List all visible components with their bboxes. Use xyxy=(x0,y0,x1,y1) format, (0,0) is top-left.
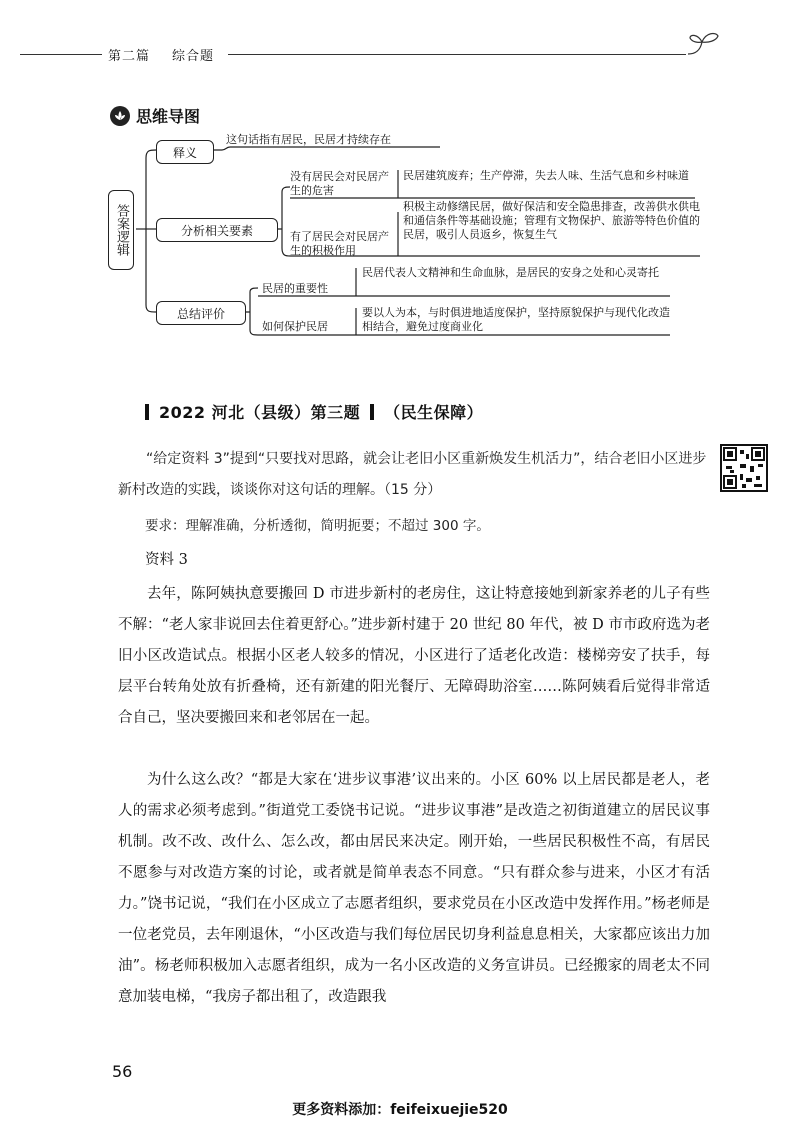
mindmap-branch-3-sub-2: 如何保护民居 xyxy=(262,320,328,333)
material-label: 资料 3 xyxy=(145,552,188,568)
footer-promo: 更多资料添加：feifeixuejie520 xyxy=(292,1102,508,1118)
header-title: 综合题 xyxy=(172,49,215,64)
mindmap-title-text: 思维导图 xyxy=(136,107,201,126)
question-text: “给定资料 3”提到“只要找对思路，就会让老旧小区重新焕发生机活力”，结合老旧小区进步新村改造的实践，谈谈你对这句话的理解。（15 分） xyxy=(118,451,707,498)
mindmap-branch-1-text: 这句话指有居民，民居才持续存在 xyxy=(226,133,391,146)
header-section: 第二篇 xyxy=(108,49,151,64)
material-paragraph-1: 去年，陈阿姨执意要搬回 D 市进步新村的老房住，这让特意接她到新家养老的儿子有些不解：“老人家非说回去住着更舒心。”进步新村建于 20 世纪 80 年代，被 D 市市政府选为老旧小区改造试点。根据小区老人较多的情况，小区进行了适老化改造：楼梯旁安了扶手，每层平台转角处放有折叠椅，还有新建的阳光餐厅、无障碍助浴室……陈阿姨看后觉得非常适合自己，坚决要搬回来和老邻居在一起。 xyxy=(118,586,710,726)
qr-code[interactable] xyxy=(720,444,768,492)
page-number: 56 xyxy=(112,1062,133,1081)
mindmap-branch-3-sub-1-text: 民居代表人文精神和生命血脉，是居民的安身之处和心灵寄托 xyxy=(362,266,659,279)
title-bar-left xyxy=(145,404,149,420)
mindmap-root: 答案逻辑 xyxy=(108,190,134,270)
title-bar-right xyxy=(370,404,374,420)
question-requirement: 要求：理解准确，分析透彻，简明扼要；不超过 300 字。 xyxy=(145,518,490,534)
mindmap-branch-2-sub-1: 没有居民会对民居产生的危害 xyxy=(290,170,389,197)
mindmap-branch-2: 分析相关要素 xyxy=(156,218,278,242)
mindmap-branch-2-sub-1-text: 民居建筑废弃；生产停滞，失去人味、生活气息和乡村味道 xyxy=(403,169,689,182)
mindmap-branch-2-sub-2: 有了居民会对民居产生的积极作用 xyxy=(290,230,389,257)
question-title xyxy=(145,400,483,423)
mindmap-branch-3-sub-2-text: 要以人为本，与时俱进地适度保护，坚持原貌保护与现代化改造相结合，避免过度商业化 xyxy=(362,306,670,333)
mindmap-branch-2-sub-2-text: 积极主动修缮民居，做好保洁和安全隐患排查，改善供水供电和通信条件等基础设施；管理有文物保护、旅游等特色价值的民居，吸引人员返乡，恢复生气 xyxy=(403,200,700,241)
question-tag: （民生保障） xyxy=(384,403,484,422)
question-title-text: 2022 河北（县级）第三题 xyxy=(159,403,361,422)
mindmap-branch-1: 释义 xyxy=(156,140,214,164)
mindmap-branch-3-sub-1: 民居的重要性 xyxy=(262,282,328,295)
mindmap-branch-3: 总结评价 xyxy=(156,301,246,325)
material-paragraph-2: 为什么这么改？“都是大家在‘进步议事港’议出来的。小区 60% 以上居民都是老人，老人的需求必须考虑到。”街道党工委饶书记说。“进步议事港”是改造之初街道建立的居民议事机制。改不改、改什么、怎么改，都由居民来决定。刚开始，一些居民积极性不高，有居民不愿参与对改造方案的讨论，或者就是简单表态不同意。“只有群众参与进来，小区才有活力。”饶书记说，“我们在小区成立了志愿者组织，要求党员在小区改造中发挥作用。”杨老师是一位老党员，去年刚退休，“小区改造与我们每位居民切身利益息息相关，大家都应该出力加油”。杨老师积极加入志愿者组织，成为一名小区改造的义务宣讲员。已经搬家的周老太不同意加装电梯，“我房子都出租了，改造跟我 xyxy=(118,772,710,1005)
